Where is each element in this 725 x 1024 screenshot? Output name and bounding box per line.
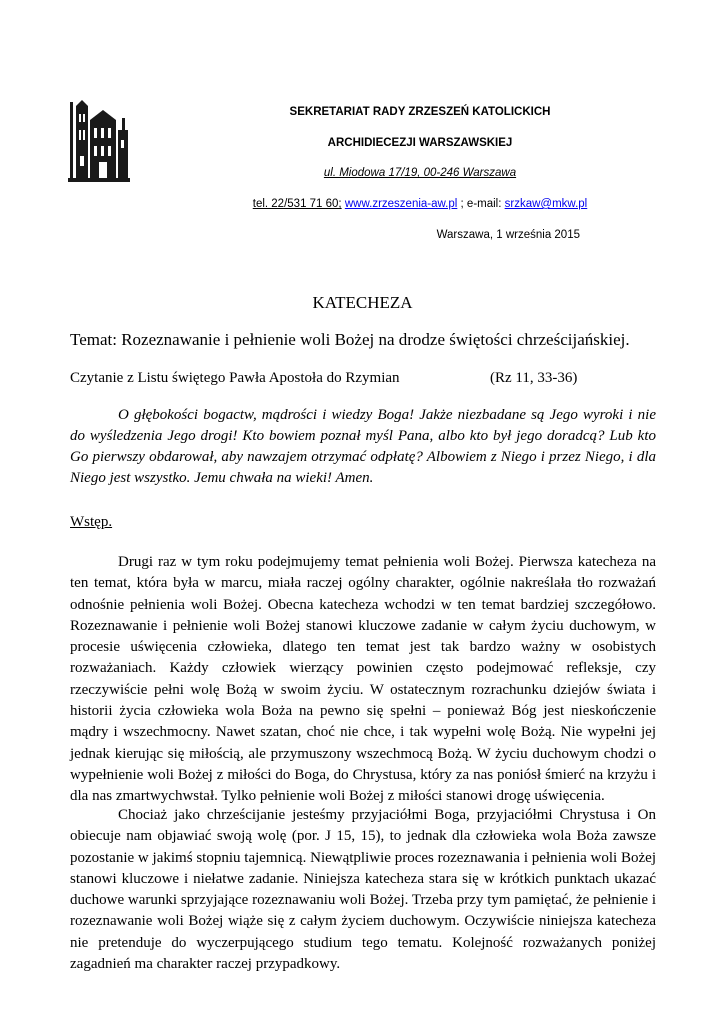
intro-heading: Wstęp. bbox=[70, 514, 113, 530]
scripture-quote: O głębokości bogactw, mądrości i wiedzy Boga! Jakże niezbadane są Jego wyroki i nie do wyśledzenia Jego drogi! Kto bowiem poznał myśl Pana, albo kto był jego doradcą? Lub kto Go pierwszy obdarował, aby nawzajem otrzymać odpłatę? Albowiem z Niego i przez Niego, i dla Niego jest wszystko. Jemu chwała na wieki! Amen. bbox=[70, 407, 656, 486]
org-address: ul. Miodowa 17/19, 00-246 Warszawa bbox=[323, 167, 517, 179]
org-name-line1: SEKRETARIAT RADY ZRZESZEŃ KATOLICKICH bbox=[289, 106, 551, 118]
reading-reference: (Rz 11, 33-36) bbox=[490, 370, 578, 386]
email-label: ; e-mail: bbox=[460, 198, 502, 210]
email-link[interactable]: srzkaw@mkw.pl bbox=[504, 198, 588, 210]
paragraph-1: Drugi raz w tym roku podejmujemy temat pełnienia woli Bożej. Pierwsza katecheza na ten temat, która była w marcu, miała raczej ogólny charakter, ogólnie nakreślała tło rozważań odnośnie pełnienia woli Bożej. Obecna katecheza wchodzi w ten temat bardziej szczegółowo. Rozeznawanie i pełnienie woli Bożej stanowi kluczowe zadanie w całym życiu duchowym, w procesie uświęcenia człowieka, dlatego ten temat jest tak bardzo ważny w osobistych rozważaniach. Każdy człowiek wierzący powinien często podejmować refleksje, czy rzeczywiście pełni wolę Bożą w swoim życiu. W ostatecznym rozrachunku dziejów świata i historii życia człowieka wola Boża na pewno się spełni – ponieważ Bóg jest nieskończenie mądry i wszechmocny. Nawet szatan, choć nie chce, i tak wypełni wolę Bożą. Nie wypełni jej jednak kierując się miłością, ale przymuszony wszechmocą Bożą. W życiu duchowym chodzi o wypełnienie woli Bożej z miłości do Boga, do Chrystusa, który za nas poniósł śmierć na krzyżu i dla nas zmartwychwstał. Tylko pełnienie woli Bożej z miłości stanowi drogę uświęcenia. bbox=[70, 554, 656, 805]
org-name-line2: ARCHIDIECEZJI WARSZAWSKIEJ bbox=[327, 137, 513, 149]
document-topic: Temat: Rozeznawanie i pełnienie woli Bożej na drodze świętości chrześcijańskiej. bbox=[70, 330, 630, 349]
document-title: KATECHEZA bbox=[312, 293, 413, 312]
phone-number: tel. 22/531 71 60; bbox=[252, 198, 342, 210]
paragraph-2: Chociaż jako chrześcijanie jesteśmy przyjaciółmi Boga, przyjaciółmi Chrystusa i On obiecuje nam objawiać swoją wolę (por. J 15, 15), to jednak dla człowieka wola Boża zawsze pozostanie w jakimś stopniu tajemnicą. Niewątpliwie proces rozeznawania i pełnienia woli Bożej stanowi kluczowe i niełatwe zadanie. Niniejsza katecheza stara się w krótkich punktach ukazać duchowe warunki sprzyjające rozeznawaniu woli Bożej. Trzeba przy tym pamiętać, że pełnienie i rozeznawanie woli Bożej wiąże się z całym życiem duchowym. Oczywiście niniejsza katecheza nie pretenduje do wyczerpującego studium tego tematu. Kolejność rozważanych poniżej zagadnień ma charakter raczej przypadkowy. bbox=[70, 807, 656, 973]
reading-source: Czytanie z Listu świętego Pawła Apostoła do Rzymian bbox=[70, 370, 400, 386]
reading-line bbox=[70, 370, 630, 387]
contact-line bbox=[120, 198, 720, 210]
document-date: Warszawa, 1 września 2015 bbox=[436, 229, 580, 241]
website-link[interactable]: www.zrzeszenia-aw.pl bbox=[344, 198, 458, 210]
